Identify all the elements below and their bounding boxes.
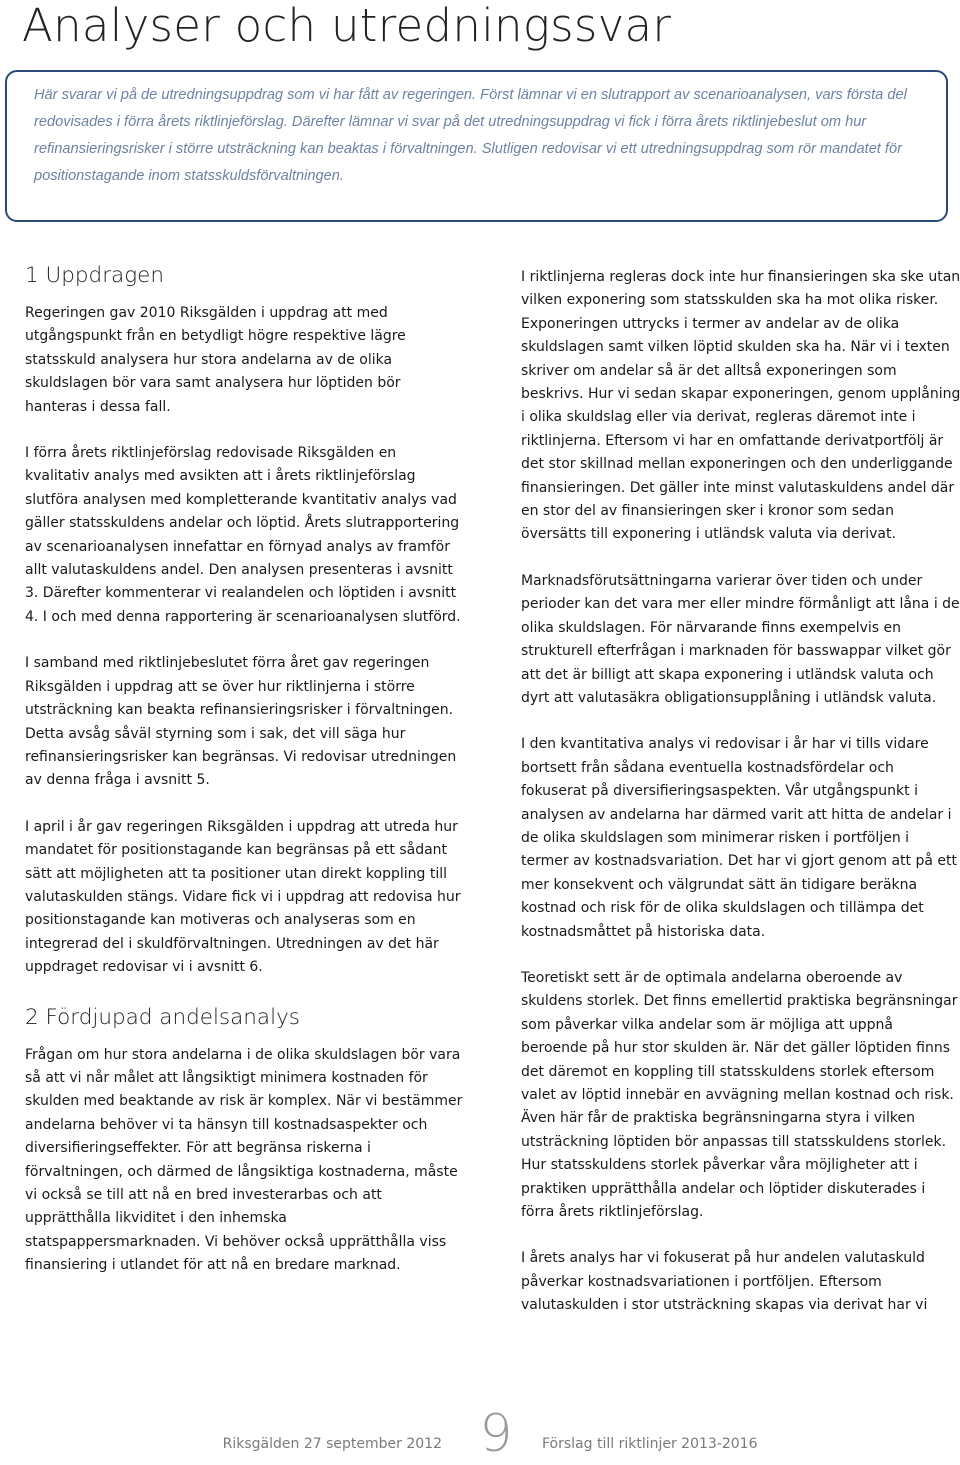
paragraph: I april i år gav regeringen Riksgälden i uppdrag att utreda hur mandatet för positionstagande kan begränsas på ett sådant sätt att möjligheten att ta positioner utan direkt koppling till valutaskulden stängs. Vidare fick vi i uppdrag att redovisa hur positionstagande kan motiveras och analyseras som en integrerad del i skuldförvaltningen. Utredningen av det här uppdraget redovisar vi i avsnitt 6. <box>25 818 461 976</box>
paragraph: Regeringen gav 2010 Riksgälden i uppdrag att med utgångspunkt från en betydligt högre respektive lägre statsskuld analysera hur stora andelarna av de olika skuldslagen bör vara samt analysera hur löptiden bör hanteras i dessa fall. <box>25 305 406 415</box>
footer-document-title: Förslag till riktlinjer 2013-2016 <box>542 1436 758 1452</box>
paragraph: I förra årets riktlinjeförslag redovisade Riksgälden en kvalitativ analys med avsikten att i årets riktlinjeförslag slutföra analysen med kompletterande kvantitativ analys vad gäller statsskuldens andelar och löptid. Årets slutrapportering av scenarioanalysen innefattar en förnyad analys av framför allt valutaskuldens andel. Den analysen presenteras i avsnitt 3. Därefter kommenterar vi realandelen och löptiden i avsnitt 4. I och med denna rapportering är scenarioanalysen slutförd. <box>25 445 461 625</box>
paragraph: Teoretiskt sett är de optimala andelarna oberoende av skuldens storlek. Det finns emellertid praktiska begränsningar som påverkar vilka andelar som är möjliga att uppnå beroende på hur stor skulden är. När det gäller löptiden finns det däremot en koppling till statsskuldens storlek eftersom valet av löptid innebär en avvägning mellan kostnad och risk. Även här får de praktiska begränsningarna styra i vilken utsträckning löptiden bör anpassas till statsskuldens storlek. Hur statsskuldens storlek påverkar våra möjligheter att i praktiken upprätthålla andelar och löptider diskuterades i förra årets riktlinjeförslag. <box>521 969 958 1221</box>
right-column <box>521 266 960 1341</box>
paragraph: Marknadsförutsättningarna varierar över tiden och under perioder kan det vara mer eller mindre förmånligt att låna i de olika skuldslagen. För närvarande finns exempelvis en strukturell efterfrågan i marknaden för basswappar vilket gör att det är billigt att skapa exponering i utländsk valuta och dyrt att valutasäkra obligationsupplåning i utländsk valuta. <box>521 572 960 706</box>
paragraph: I den kvantitativa analys vi redovisar i år har vi tills vidare bortsett från sådana eventuella kostnadsfördelar och fokuserat på diversifieringsaspekten. Vår utgångspunkt i analysen av andelarna har därmed varit att hitta de andelar i de olika skuldslagen som minimerar risken i portföljen i termer av kostnadsvariation. Det har vi gjort genom att på ett mer konsekvent och välgrundat sätt än tidigare beräkna kostnad och risk för de olika skuldslagen och tillämpa det kostnadsmåttet på historiska data. <box>521 736 957 940</box>
intro-box <box>5 70 948 222</box>
paragraph: Frågan om hur stora andelarna i de olika skuldslagen bör vara så att vi når målet att långsiktigt minimera kostnaden för skulden med beaktande av risk är komplex. När vi bestämmer andelarna behöver vi ta hänsyn till kostnadsaspekter och diversifieringseffekter. För att begränsa riskerna i förvaltningen, och därmed de långsiktiga kostnaderna, måste vi också se till att nå en bred investerarbas och att upprätthålla likviditet i den inhemska statspappersmarknaden. Vi behöver också upprätthålla viss finansiering i utlandet för att nå en bredare marknad. <box>25 1046 463 1274</box>
page-title: Analyser och utredningssvar <box>22 0 672 52</box>
left-column <box>25 262 465 1301</box>
intro-text: Här svarar vi på de utredningsuppdrag som vi har fått av regeringen. Först lämnar vi en slutrapport av scenarioanalysen, vars första del redovisades i förra årets riktlinjeförslag. Därefter lämnar vi svar på det utredningsuppdrag vi fick i förra årets riktlinjebeslut om hur refinansieringsrisker i större utsträckning kan beaktas i förvaltningen. Slutligen redovisar vi ett utredningsuppdrag som rör mandatet för positionstagande inom statsskuldsförvaltningen. <box>34 87 907 184</box>
paragraph: I samband med riktlinjebeslutet förra året gav regeringen Riksgälden i uppdrag att se över hur riktlinjerna i större utsträckning kan beakta refinansieringsrisker i förvaltningen. Detta avsåg såväl styrning som i sak, det vill säga hur refinansieringsrisker kan begränsas. Vi redovisar utredningen av denna fråga i avsnitt 5. <box>25 655 457 789</box>
paragraph: I riktlinjerna regleras dock inte hur finansieringen ska ske utan vilken exponering som statsskulden ska ha mot olika risker. Exponeringen uttrycks i termer av andelar av de olika skuldslagen samt vilken löptid skulden ska ha. När vi i texten skriver om andelar så är det alltså exponeringen som beskrivs. Hur vi sedan skapar exponeringen, genom upplåning i olika skuldslag eller via derivat, regleras däremot inte i riktlinjerna. Eftersom vi har en omfattande derivatportfölj är det stor skillnad mellan exponeringen och den underliggande finansieringen. Det gäller inte minst valutaskuldens andel där en stor del av finansieringen sker i kronor som sedan översätts till exponering i utländsk valuta via derivat. <box>521 269 960 543</box>
paragraph: I årets analys har vi fokuserat på hur andelen valutaskuld påverkar kostnadsvariationen i portföljen. Eftersom valutaskulden i stor utsträckning skapas via derivat har vi <box>521 1250 928 1314</box>
section-heading-fordjupad-andelsanalys: 2 Fördjupad andelsanalys <box>25 1004 301 1030</box>
footer-publisher-date: Riksgälden 27 september 2012 <box>222 1436 442 1452</box>
footer-page-number: 9 <box>479 1404 513 1464</box>
section-heading-uppdragen: 1 Uppdragen <box>25 263 164 288</box>
